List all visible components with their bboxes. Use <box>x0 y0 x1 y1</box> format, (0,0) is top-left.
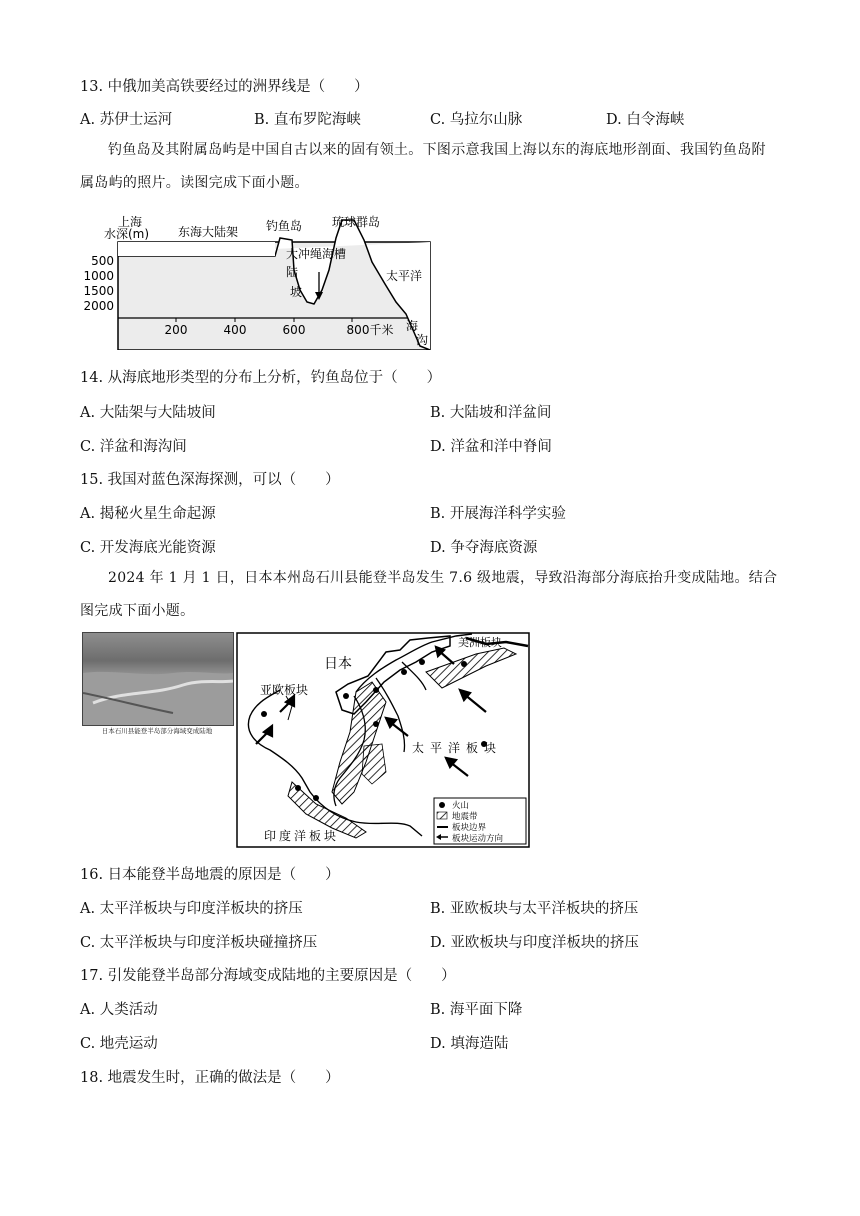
y-tick-1500: 1500 <box>83 284 114 298</box>
label-depth-unit: 水深(m) <box>104 227 150 241</box>
q17-option-c: C. 地壳运动 <box>80 1036 158 1052</box>
y-tick-1000: 1000 <box>83 269 114 283</box>
question-15-stem: 15. 我国对蓝色深海探测，可以（ ） <box>80 472 340 488</box>
map-label-american-plate: 美洲板块 <box>458 636 502 649</box>
seabed-profile-figure <box>80 210 440 350</box>
x-tick-200: 200 <box>164 323 188 337</box>
label-trench-1: 海 <box>406 319 419 333</box>
q15-option-c: C. 开发海底光能资源 <box>80 540 216 556</box>
q15-option-a: A. 揭秘火星生命起源 <box>80 506 216 522</box>
q17-option-d: D. 填海造陆 <box>430 1036 509 1052</box>
map-label-pacific-plate: 太平洋板块 <box>412 741 503 755</box>
q16-option-d: D. 亚欧板块与印度洋板块的挤压 <box>430 935 639 951</box>
q14-option-d: D. 洋盆和洋中脊间 <box>430 439 552 455</box>
label-east-china-sea-shelf: 东海大陆架 <box>178 225 239 239</box>
passage-earthquake <box>80 562 780 628</box>
coast-photo-caption: 日本石川县能登半岛部分海域变成陆地 <box>101 727 213 735</box>
q16-option-b: B. 亚欧板块与太平洋板块的挤压 <box>430 901 639 917</box>
legend-seismic-belt: 地震带 <box>452 812 478 822</box>
x-tick-400: 400 <box>223 323 247 337</box>
question-13-stem: 13. 中俄加美高铁要经过的洲界线是（ ） <box>80 79 369 95</box>
label-trench-2: 沟 <box>416 333 429 347</box>
q13-option-a: A. 苏伊士运河 <box>80 112 173 128</box>
coast-photo <box>82 632 234 726</box>
label-diaoyu-island: 钓鱼岛 <box>266 219 303 233</box>
question-17-stem: 17. 引发能登半岛部分海域变成陆地的主要原因是（ ） <box>80 968 456 984</box>
legend-volcano: 火山 <box>452 801 470 811</box>
x-tick-600: 600 <box>282 323 306 337</box>
label-ryukyu-islands: 琉球群岛 <box>332 215 381 229</box>
question-14-stem: 14. 从海底地形类型的分布上分析，钓鱼岛位于（ ） <box>80 370 442 386</box>
label-slope-1: 陆 <box>286 265 299 279</box>
legend-plate-motion: 板块运动方向 <box>452 834 504 844</box>
passage-diaoyu-text: 钓鱼岛及其附属岛屿是中国自古以来的固有领土。下图示意我国上海以东的海底地形剖面、我国钓鱼岛附属岛屿的照片。读图完成下面小题。 <box>80 142 766 191</box>
label-shanghai: 上海 <box>118 215 143 229</box>
q14-option-c: C. 洋盆和海沟间 <box>80 439 187 455</box>
q13-option-d: D. 白令海峡 <box>606 112 685 128</box>
legend-plate-boundary: 板块边界 <box>452 823 487 833</box>
q13-option-c: C. 乌拉尔山脉 <box>430 112 523 128</box>
y-tick-500: 500 <box>91 254 114 268</box>
y-tick-2000: 2000 <box>83 299 114 313</box>
map-label-japan: 日本 <box>324 656 352 672</box>
q14-option-a: A. 大陆架与大陆坡间 <box>80 405 216 421</box>
question-16-stem: 16. 日本能登半岛地震的原因是（ ） <box>80 867 340 883</box>
q16-option-c: C. 太平洋板块与印度洋板块碰撞挤压 <box>80 935 318 951</box>
question-18-stem: 18. 地震发生时，正确的做法是（ ） <box>80 1070 340 1086</box>
map-label-eurasian-plate: 亚欧板块 <box>260 683 309 697</box>
q15-option-b: B. 开展海洋科学实验 <box>430 506 566 522</box>
x-tick-800: 800千米 <box>346 323 394 337</box>
passage-earthquake-text: 2024 年 1 月 1 日，日本本州岛石川县能登半岛发生 7.6 级地震，导致沿海部分海底抬升变成陆地。结合图完成下面小题。 <box>80 570 778 619</box>
label-pacific: 太平洋 <box>386 269 423 283</box>
q14-option-b: B. 大陆坡和洋盆间 <box>430 405 552 421</box>
coast-photo-art <box>83 633 233 725</box>
q15-option-d: D. 争夺海底资源 <box>430 540 538 556</box>
passage-diaoyu <box>80 134 780 200</box>
q17-option-a: A. 人类活动 <box>80 1002 158 1018</box>
label-okinawa-trough: 大冲绳海槽 <box>286 247 347 261</box>
label-slope-2: 坡 <box>290 285 303 299</box>
q17-option-b: B. 海平面下降 <box>430 1002 523 1018</box>
q16-option-a: A. 太平洋板块与印度洋板块的挤压 <box>80 901 303 917</box>
map-label-indian-plate: 印度洋板块 <box>264 829 340 843</box>
plate-map <box>236 632 530 848</box>
q13-option-b: B. 直布罗陀海峡 <box>254 112 361 128</box>
